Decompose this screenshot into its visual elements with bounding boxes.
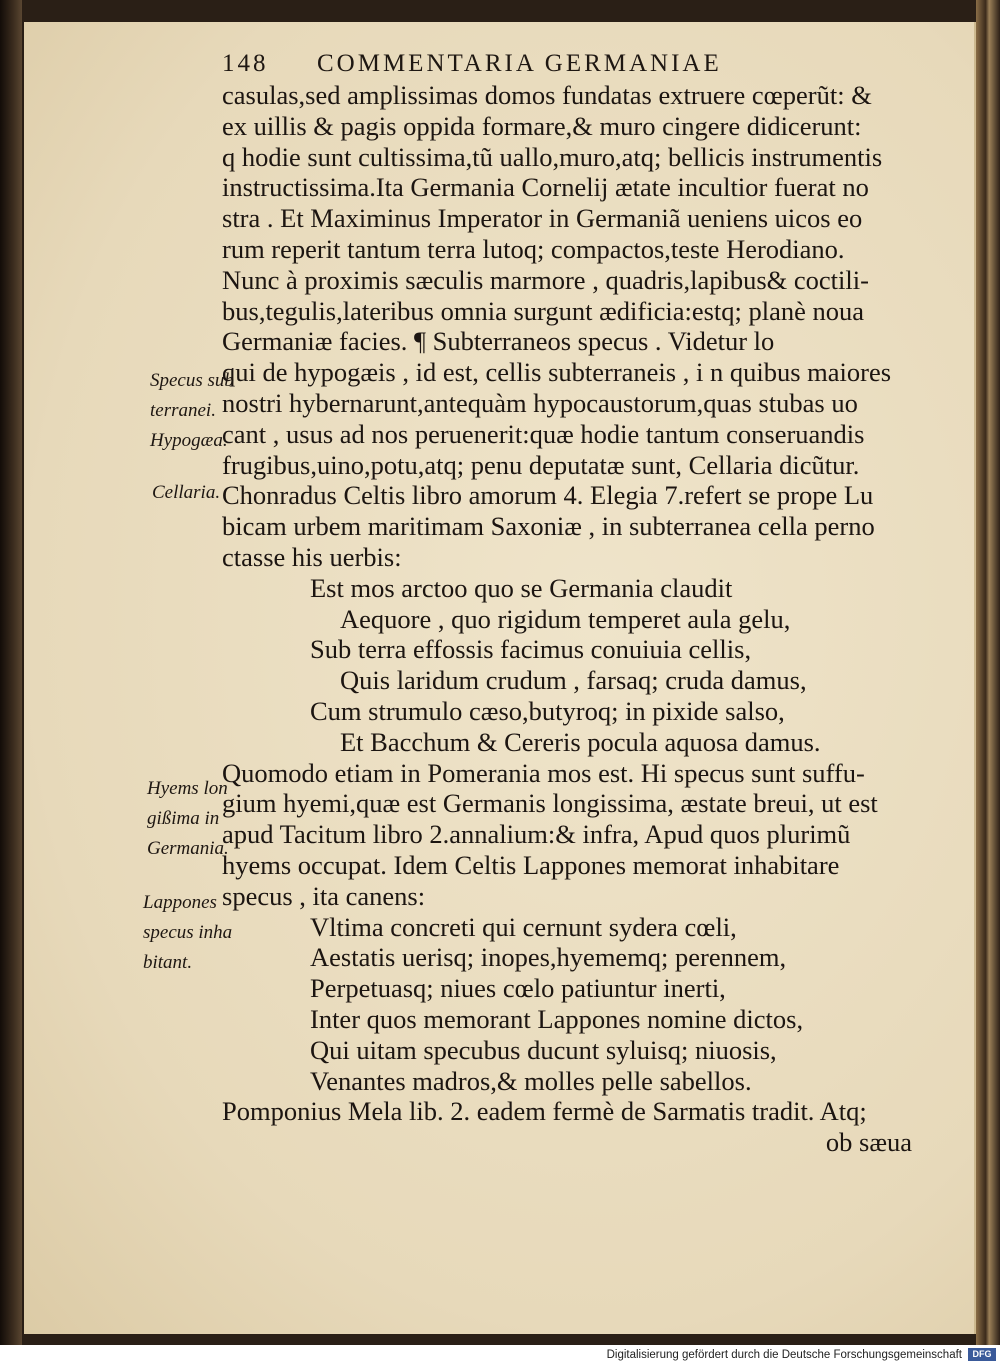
text-line: rum reperit tantum terra lutoq; compactos,teste Herodiano. (222, 233, 845, 264)
marginal-line: Hyems lon (147, 778, 228, 799)
text-line: Perpetuasq; niues cœlo patiuntur inerti, (310, 973, 726, 1004)
main-text (222, 80, 912, 1158)
marginal-line: specus inha (143, 922, 233, 943)
digitization-footer (0, 1345, 1000, 1365)
text-line: stra . Et Maximinus Imperator in Germaniã ueniens uicos eo (222, 203, 863, 234)
text-line: instructissima.Ita Germania Cornelij ætate incultior fuerat no (222, 172, 869, 203)
dfg-logo: DFG (968, 1348, 996, 1361)
text-line: Vltima concreti qui cernunt sydera cœli, (310, 911, 737, 942)
text-line: apud Tacitum libro 2.annalium:& infra, Apud quos plurimũ (222, 819, 851, 850)
text-line: frugibus,uino,potu,atq; penu deputatæ sunt, Cellaria dicũtur. (222, 449, 860, 480)
marginal-line: Specus sub (150, 370, 234, 391)
marginal-note-specus (150, 366, 234, 456)
text-line: nostri hybernarunt,antequàm hypocaustorum,quas stubas uo (222, 387, 858, 418)
text-line: gium hyemi,quæ est Germanis longissima, æstate breui, ut est (222, 788, 878, 819)
text-line: qui de hypogæis , id est, cellis subterraneis , i n quibus maiores (222, 357, 892, 388)
book-spine (0, 0, 22, 1345)
marginal-line: Lappones (143, 892, 217, 913)
text-line: ctasse his uerbis: (222, 541, 402, 572)
text-line: Qui uitam specubus ducunt syluisq; niuosis, (310, 1034, 777, 1065)
text-line: Inter quos memorant Lappones nomine dictos, (310, 1003, 804, 1034)
text-line: casulas,sed amplissimas domos fundatas extruere cœperũt: & (222, 80, 872, 110)
page-edge (976, 0, 1000, 1345)
marginal-note-hyems (147, 774, 229, 864)
text-line: specus , ita canens: (222, 880, 426, 911)
text-line: Quis laridum crudum , farsaq; cruda damus, (340, 665, 807, 696)
text-line: Et Bacchum & Cereris pocula aquosa damus. (340, 726, 821, 757)
text-line: ex uillis & pagis oppida formare,& muro cingere didicerunt: (222, 110, 862, 141)
text-line: Aestatis uerisq; inopes,hyememq; perennem, (310, 942, 787, 973)
text-line: Cum strumulo cæso,butyroq; in pixide salso, (310, 695, 785, 726)
text-line: bus,tegulis,lateribus omnia surgunt ædificia:estq; planè noua (222, 295, 865, 326)
text-line: Pomponius Mela lib. 2. eadem fermè de Sarmatis tradit. Atq; (222, 1096, 867, 1127)
marginal-note-lappones (143, 888, 232, 978)
text-line: Aequore , quo rigidum temperet aula gelu, (340, 603, 791, 634)
text-line: Venantes madros,& molles pelle sabellos. (310, 1065, 752, 1096)
text-line: ob sæua (825, 1127, 912, 1158)
text-line: Est mos arctoo quo se Germania claudit (310, 572, 733, 603)
text-line: q hodie sunt cultissima,tũ uallo,muro,atq; bellicis instrumentis (222, 141, 883, 172)
footer-credit: Digitalisierung gefördert durch die Deutsche Forschungsgemeinschaft (606, 1349, 962, 1361)
marginal-line: gißima in (147, 808, 220, 829)
running-header (222, 50, 922, 78)
text-line: cant , usus ad nos peruenerit:quæ hodie tantum conseruandis (222, 418, 865, 449)
text-line: Nunc à proximis sæculis marmore , quadris,lapibus& coctili- (222, 264, 869, 295)
text-line: bicam urbem maritimam Saxoniæ , in subterranea cella perno (222, 511, 875, 542)
marginal-line: Cellaria. (152, 482, 221, 503)
marginal-line: terranei. (150, 400, 216, 421)
text-line: hyems occupat. Idem Celtis Lappones memorat inhabitare (222, 849, 840, 880)
text-line: Sub terra effossis facimus conuiuia cellis, (310, 634, 752, 665)
text-line: Germaniæ facies. ¶ Subterraneos specus . Videtur lo (222, 326, 775, 357)
marginal-line: Germania. (147, 838, 229, 859)
marginal-line: bitant. (143, 952, 193, 973)
marginal-note-cellaria (152, 478, 220, 508)
running-title: COMMENTARIA GERMANIAE (317, 50, 722, 77)
page-number: 148 (222, 50, 269, 77)
marginal-line: Hypogæa. (150, 430, 228, 451)
text-line: Chonradus Celtis libro amorum 4. Elegia 7.refert se prope Lu (222, 480, 874, 511)
text-line: Quomodo etiam in Pomerania mos est. Hi specus sunt suffu- (222, 757, 865, 788)
